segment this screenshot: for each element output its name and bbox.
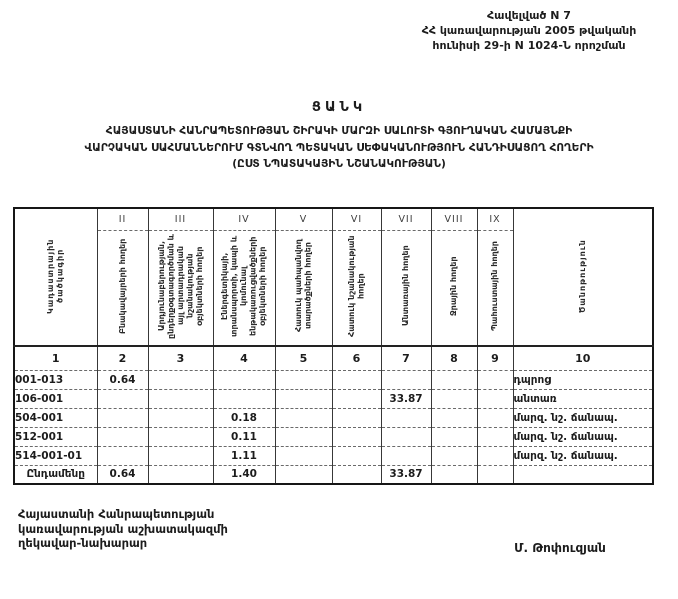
table-row — [14, 446, 653, 465]
cadastral-code-cell: 504-001 — [14, 408, 97, 427]
cadastral-code-cell: 106-001 — [14, 389, 97, 408]
value-cell — [332, 370, 381, 389]
roman-numeral-VIII: VIII — [431, 208, 477, 230]
footer-signatory-title — [18, 507, 228, 551]
column-number-8: 8 — [431, 346, 477, 370]
value-cell — [213, 370, 275, 389]
col-header-residential-lands: Բնակավայրերի հողեր — [97, 230, 148, 346]
value-cell — [275, 427, 332, 446]
note-cell: դպրոց — [513, 370, 653, 389]
value-cell — [275, 389, 332, 408]
column-number-6: 6 — [332, 346, 381, 370]
value-cell — [431, 389, 477, 408]
roman-numerals-row — [14, 208, 653, 230]
table-row — [14, 370, 653, 389]
total-value-cell — [148, 465, 213, 484]
value-cell — [332, 427, 381, 446]
value-cell: 0.18 — [213, 408, 275, 427]
value-cell — [431, 370, 477, 389]
col-header-forest-lands: Անտառային հողեր — [381, 230, 431, 346]
total-row — [14, 465, 653, 484]
cadastral-code-cell: 512-001 — [14, 427, 97, 446]
value-cell — [381, 370, 431, 389]
signature-name: Մ. Թոփուզյան — [514, 541, 606, 555]
value-cell — [275, 408, 332, 427]
table-row — [14, 427, 653, 446]
col-header-industrial-lands: Արդյունաբերության, ընդերքօգտագործման և այլ արտադրական նշանակության օբյեկտների հողեր — [148, 230, 213, 346]
col-header-cadastral-code — [14, 208, 97, 346]
column-number-3: 3 — [148, 346, 213, 370]
total-value-cell: 1.40 — [213, 465, 275, 484]
col-header-water-lands: Ջրային հողեր — [431, 230, 477, 346]
roman-numeral-V: V — [275, 208, 332, 230]
roman-numeral-VI: VI — [332, 208, 381, 230]
total-value-cell — [332, 465, 381, 484]
cadastral-code-cell: 514-001-01 — [14, 446, 97, 465]
value-cell — [148, 446, 213, 465]
doc-title-line-1: ՀԱՅԱՍՏԱՆԻ ՀԱՆՐԱՊԵՏՈՒԹՅԱՆ ՇԻՐԱԿԻ ՄԱՐԶԻ ՍԱԼՈՒՏԻ ԳՅՈՒՂԱԿԱՆ ՀԱՄԱՅՆՔԻ — [105, 125, 573, 137]
total-value-cell: 33.87 — [381, 465, 431, 484]
value-cell — [148, 408, 213, 427]
value-cell: 33.87 — [381, 389, 431, 408]
column-numbers-row — [14, 346, 653, 370]
doc-caption: ՑԱՆԿ — [311, 100, 367, 115]
total-note-cell — [513, 465, 653, 484]
col-header-infrastructure-lands: Էներգետիկայի, տրանսպորտի, կապի և կոմունալ ենթակառուցվածքների օբյեկտների հողեր — [213, 230, 275, 346]
note-cell: մարզ. նշ. ճանապ. — [513, 427, 653, 446]
roman-numeral-IX: IX — [477, 208, 513, 230]
value-cell — [477, 427, 513, 446]
table-row — [14, 408, 653, 427]
roman-numeral-II: II — [97, 208, 148, 230]
value-cell — [275, 446, 332, 465]
column-number-5: 5 — [275, 346, 332, 370]
value-cell — [97, 446, 148, 465]
value-cell — [332, 408, 381, 427]
col-header-protected-lands: Հատուկ պահպանվող տարածքների հողեր — [275, 230, 332, 346]
value-cell — [332, 446, 381, 465]
value-cell: 0.11 — [213, 427, 275, 446]
total-value-cell — [431, 465, 477, 484]
column-number-4: 4 — [213, 346, 275, 370]
note-header-label: Ծանոթություն — [578, 238, 587, 313]
total-value-cell — [275, 465, 332, 484]
state-lands-table — [13, 207, 654, 485]
value-cell — [381, 408, 431, 427]
value-cell — [97, 389, 148, 408]
note-cell: մարզ. նշ. ճանապ. — [513, 408, 653, 427]
value-cell — [213, 389, 275, 408]
value-cell — [332, 389, 381, 408]
total-value-cell — [477, 465, 513, 484]
value-cell — [477, 389, 513, 408]
value-cell — [97, 427, 148, 446]
value-cell — [148, 389, 213, 408]
value-cell — [477, 446, 513, 465]
cadastral-code-header-label: Կադաստրային ծածկագիր — [46, 237, 65, 314]
value-cell — [148, 370, 213, 389]
roman-numeral-VII: VII — [381, 208, 431, 230]
value-cell — [431, 446, 477, 465]
note-cell: մարզ. նշ. ճանապ. — [513, 446, 653, 465]
value-cell — [97, 408, 148, 427]
note-cell: անտառ — [513, 389, 653, 408]
footer-line-3: ղեկավար-նախարար — [18, 536, 148, 550]
value-cell — [431, 427, 477, 446]
cadastral-code-cell: 001-013 — [14, 370, 97, 389]
appendix-line-1: Հավելված N 7 — [487, 9, 571, 22]
value-cell — [275, 370, 332, 389]
doc-title-line-2: ՎԱՐՉԱԿԱՆ ՍԱՀՄԱՆՆԵՐՈՒՄ ԳՏՆՎՈՂ ՊԵՏԱԿԱՆ ՍԵՓԱԿԱՆՈՒԹՅՈՒՆ ՀԱՆԴԻՍԱՑՈՂ ՀՈՂԵՐԻ — [84, 141, 594, 154]
roman-numeral-IV: IV — [213, 208, 275, 230]
total-value-cell: 0.64 — [97, 465, 148, 484]
appendix-line-2: ՀՀ կառավարության 2005 թվականի — [421, 24, 637, 37]
value-cell — [381, 446, 431, 465]
value-cell: 1.11 — [213, 446, 275, 465]
value-cell — [477, 370, 513, 389]
column-number-2: 2 — [97, 346, 148, 370]
column-number-10: 10 — [513, 346, 653, 370]
column-number-1: 1 — [14, 346, 97, 370]
footer-line-1: Հայաստանի Հանրապետության — [18, 507, 215, 521]
value-cell: 0.64 — [97, 370, 148, 389]
value-cell — [431, 408, 477, 427]
column-number-9: 9 — [477, 346, 513, 370]
doc-title-line-3: (ԸՍՏ ՆՊԱՏԱԿԱՅԻՆ ՆՇԱՆԱԿՈՒԹՅԱՆ) — [232, 158, 446, 170]
value-cell — [148, 427, 213, 446]
footer-line-2: կառավարության աշխատակազմի — [18, 521, 228, 536]
appendix-line-3: հունիսի 29-ի N 1024-Ն որոշման — [432, 39, 626, 52]
value-cell — [477, 408, 513, 427]
appendix-reference — [388, 8, 670, 53]
col-header-reserve-lands: Պահուստային հողեր — [477, 230, 513, 346]
column-number-7: 7 — [381, 346, 431, 370]
table-row — [14, 389, 653, 408]
total-label: Ընդամենը — [14, 465, 97, 484]
col-header-note — [513, 208, 653, 346]
value-cell — [381, 427, 431, 446]
col-header-special-purpose-lands: Հատուկ նշանակության հողեր — [332, 230, 381, 346]
roman-numeral-III: III — [148, 208, 213, 230]
doc-title — [14, 123, 664, 173]
